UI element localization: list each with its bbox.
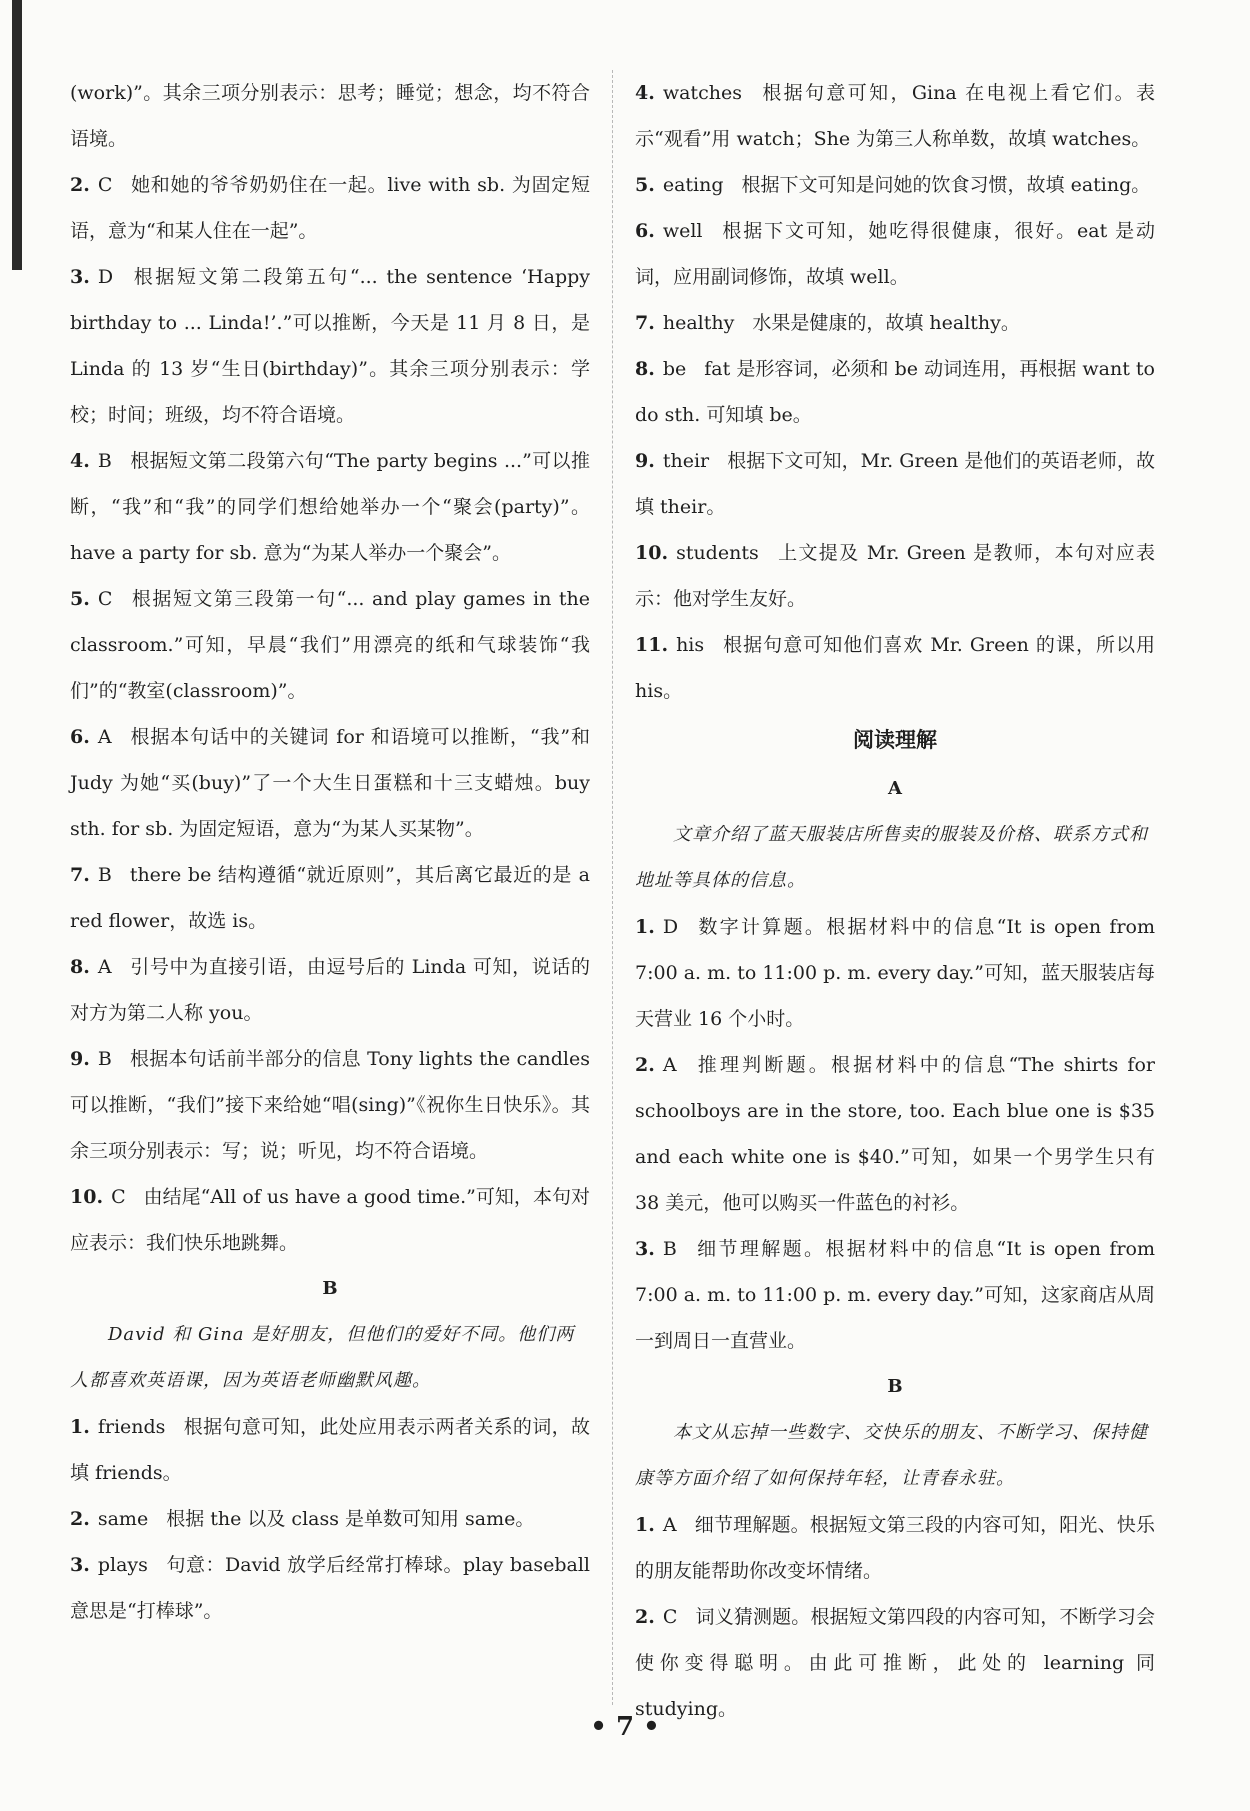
answer-item: 1. A 细节理解题。根据短文第三段的内容可知，阳光、快乐的朋友能帮助你改变坏情绪。	[635, 1514, 1155, 1582]
answer-item: 3. plays 句意：David 放学后经常打棒球。play baseball 意思是“打棒球”。	[70, 1554, 590, 1622]
answer-item: 1. friends 根据句意可知，此处应用表示两者关系的词，故填 friends。	[70, 1416, 590, 1484]
answer-item: 11. his 根据句意可知他们喜欢 Mr. Green 的课，所以用 his。	[635, 634, 1155, 702]
answer-item: 4. watches 根据句意可知，Gina 在电视上看它们。表示“观看”用 watch；She 为第三人称单数，故填 watches。	[635, 82, 1155, 150]
answer-item: 9. B 根据本句话前半部分的信息 Tony lights the candles 可以推断，“我们”接下来给她“唱(sing)”《祝你生日快乐》。其余三项分别表示：写；说；听见，均不符合语境。	[70, 1048, 590, 1162]
answer-item: 6. well 根据下文可知，她吃得很健康，很好。eat 是动词，应用副词修饰，故填 well。	[635, 220, 1155, 288]
answer-item: 10. students 上文提及 Mr. Green 是教师，本句对应表示：他对学生友好。	[635, 542, 1155, 610]
answer-item: 8. A 引号中为直接引语，由逗号后的 Linda 可知，说话的对方为第二人称 you。	[70, 956, 590, 1024]
continued-answer: (work)”。其余三项分别表示：思考；睡觉；想念，均不符合语境。	[70, 82, 590, 150]
right-column	[635, 70, 1155, 1732]
passage-a-intro: 文章介绍了蓝天服装店所售卖的服装及价格、联系方式和地址等具体的信息。	[635, 824, 1148, 891]
answer-item: 4. B 根据短文第二段第六句“The party begins ...”可以推断，“我”和“我”的同学们想给她举办一个“聚会(party)”。have a party for sb. 意为“为某人举办一个聚会”。	[70, 450, 590, 564]
answer-item: 10. C 由结尾“All of us have a good time.”可知，本句对应表示：我们快乐地跳舞。	[70, 1186, 590, 1254]
reading-b-answers-list	[635, 1502, 1155, 1732]
page-edge-shadow	[12, 0, 22, 270]
answer-item: 2. A 推理判断题。根据材料中的信息“The shirts for schoolboys are in the store, too. Each blue one is $35 and each white one is $40.”可知，如果一个男学生只有 38 美元，他可以购买一件蓝色的衬衫。	[635, 1054, 1155, 1214]
answer-item: 2. C 词义猜测题。根据短文第四段的内容可知，不断学习会使你变得聪明。由此可推断，此处的 learning 同 studying。	[635, 1606, 1155, 1720]
answer-item: 2. same 根据 the 以及 class 是单数可知用 same。	[70, 1508, 535, 1530]
page-number: • 7 •	[590, 1712, 660, 1742]
answer-item: 1. D 数字计算题。根据材料中的信息“It is open from 7:00 a. m. to 11:00 p. m. every day.”可知，蓝天服装店每天营业 16 个小时。	[635, 916, 1155, 1030]
answer-item: 2. C 她和她的爷爷奶奶住在一起。live with sb. 为固定短语，意为“和某人住在一起”。	[70, 174, 590, 242]
answer-item: 8. be fat 是形容词，必须和 be 动词连用，再根据 want to do sth. 可知填 be。	[635, 358, 1155, 426]
answer-item: 3. B 细节理解题。根据材料中的信息“It is open from 7:00 a. m. to 11:00 p. m. every day.”可知，这家商店从周一到周日一直营业。	[635, 1238, 1155, 1352]
answer-item: 7. B there be 结构遵循“就近原则”，其后离它最近的是 a red flower，故选 is。	[70, 864, 590, 932]
fill-blank-answers-continued	[635, 70, 1155, 714]
fill-blank-answers-list	[70, 1404, 590, 1634]
reading-section-title: 阅读理解	[853, 728, 937, 752]
passage-b-intro: 本文从忘掉一些数字、交快乐的朋友、不断学习、保持健康等方面介绍了如何保持年轻，让青春永驻。	[635, 1422, 1148, 1489]
cloze-answers-list	[70, 162, 590, 1266]
answer-item: 7. healthy 水果是健康的，故填 healthy。	[635, 312, 1020, 334]
answer-item: 3. D 根据短文第二段第五句“... the sentence ‘Happy birthday to ... Linda!’.”可以推断，今天是 11 月 8 日，是 Linda 的 13 岁“生日(birthday)”。其余三项分别表示：学校；时间；班级，均不符合语境。	[70, 266, 590, 426]
answer-item: 6. A 根据本句话中的关键词 for 和语境可以推断，“我”和 Judy 为她“买(buy)”了一个大生日蛋糕和十三支蜡烛。buy sth. for sb. 为固定短语，意为“为某人买某物”。	[70, 726, 590, 840]
answer-item: 5. C 根据短文第三段第一句“... and play games in the classroom.”可知，早晨“我们”用漂亮的纸和气球装饰“我们”的“教室(classroom)”。	[70, 588, 590, 702]
passage-a-label: A	[888, 778, 902, 799]
answer-item: 9. their 根据下文可知，Mr. Green 是他们的英语老师，故填 their。	[635, 450, 1155, 518]
reading-a-answers-list	[635, 904, 1155, 1364]
answer-item: 5. eating 根据下文可知是问她的饮食习惯，故填 eating。	[635, 174, 1151, 196]
passage-b-label: B	[887, 1376, 903, 1397]
column-divider	[612, 70, 613, 1705]
section-b-intro: David 和 Gina 是好朋友，但他们的爱好不同。他们两人都喜欢英语课，因为英语老师幽默风趣。	[70, 1324, 575, 1391]
left-column	[70, 70, 590, 1634]
section-b-label: B	[322, 1278, 338, 1299]
